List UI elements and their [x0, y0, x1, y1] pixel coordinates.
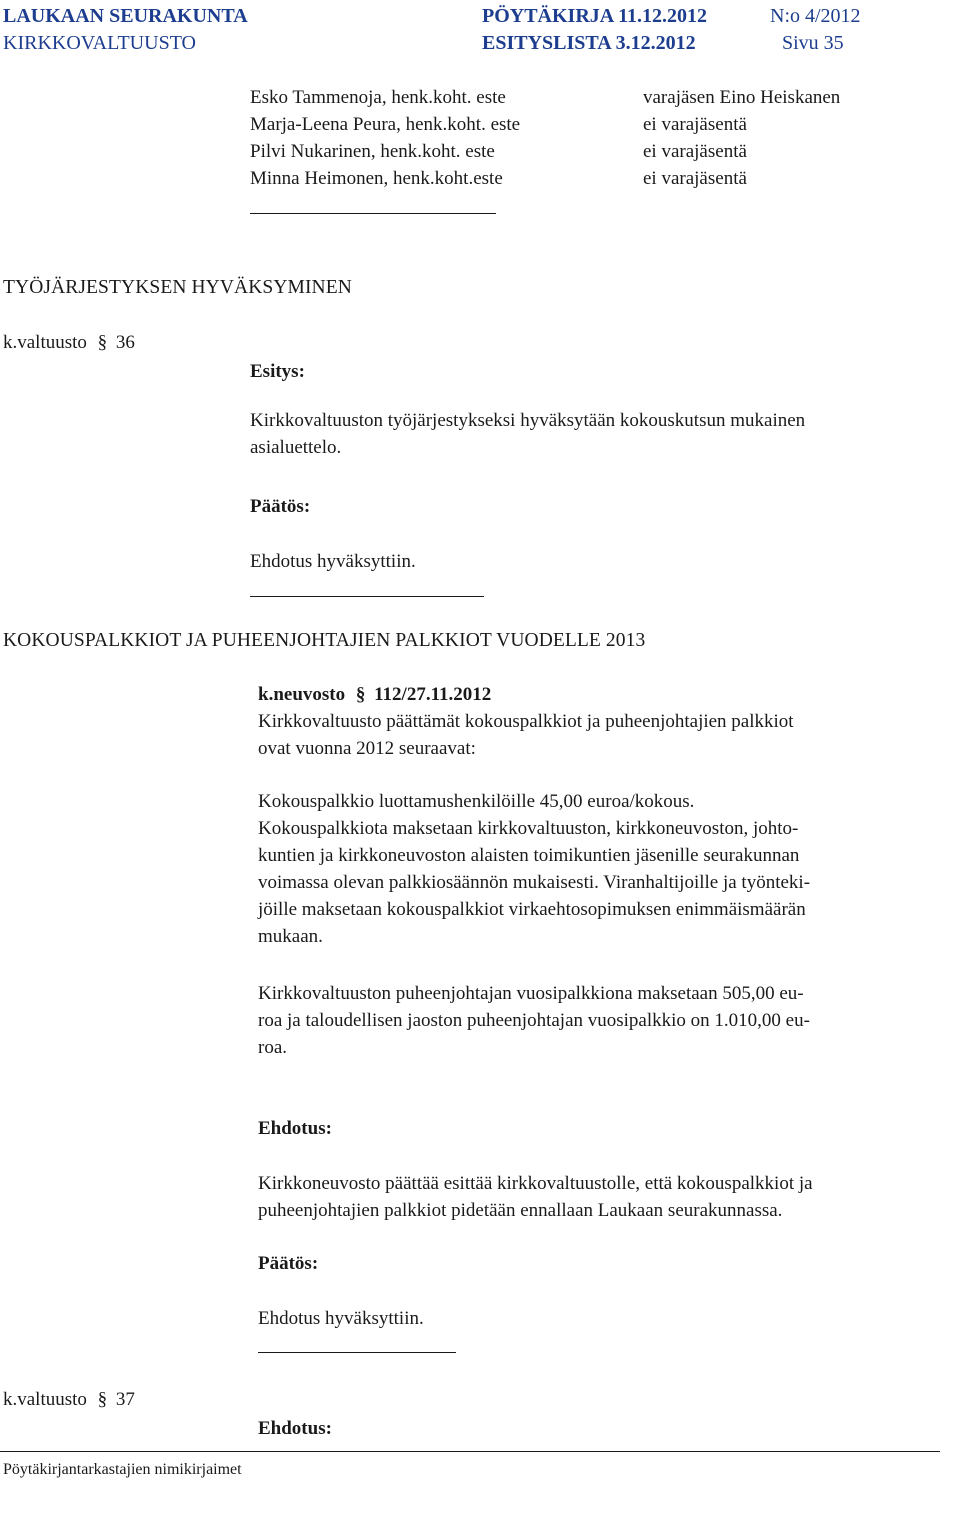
proposal-text: Kirkkoneuvosto päättää esittää kirkkovaltuustolle, että kokouspalkkiot ja puheenjohtajien palkkiot pidetään ennallaan Laukaan seurakunnassa.: [258, 1173, 813, 1221]
absence-substitute: ei varajäsentä: [643, 114, 747, 135]
body-name: KIRKKOVALTUUSTO: [3, 32, 196, 54]
minutes-date: PÖYTÄKIRJA 11.12.2012: [482, 5, 708, 27]
decision-label: Päätös:: [258, 1253, 319, 1274]
footer-rule: [0, 1451, 940, 1452]
absence-substitute: ei varajäsentä: [643, 168, 747, 189]
section-symbol: §: [97, 1389, 108, 1410]
absence-substitute: varajäsen Eino Heiskanen: [643, 87, 841, 108]
section-symbol: §: [355, 684, 366, 705]
section-symbol: §: [97, 332, 108, 353]
section-reference: k.valtuusto § 36: [3, 332, 135, 353]
section-reference: k.valtuusto § 37: [3, 1389, 135, 1410]
decision-text: Ehdotus hyväksyttiin.: [258, 1308, 424, 1329]
fee-text: Kokouspalkkio luottamushenkilöille 45,00 euroa/kokous. Kokouspalkkiota maksetaan kirkkovaltuuston, kirkkoneuvoston, johto- kuntien ja kirkkoneuvoston alaisten toimikuntien jäsenille seurakunnan voimassa olevan palkkiosäännön mukaisesti. Viranhaltijoille ja työnteki- jöille maksetaan kokouspalkkiot virkaehtosopimuksen enimmäismäärän mukaan.: [258, 791, 811, 947]
separator-line: [250, 596, 484, 597]
absence-name: Minna Heimonen, henk.koht.este: [250, 168, 503, 189]
chair-fee-text: Kirkkovaltuuston puheenjohtajan vuosipalkkiona maksetaan 505,00 eu- roa ja taloudellisen jaoston puheenjohtajan vuosipalkkio on 1.010,00 eu- roa.: [258, 983, 810, 1058]
organization-name: LAUKAAN SEURAKUNTA: [3, 5, 248, 27]
section-title: TYÖJÄRJESTYKSEN HYVÄKSYMINEN: [3, 277, 352, 298]
separator-line: [258, 1352, 456, 1353]
proposal-text: Kirkkovaltuuston työjärjestykseksi hyväksytään kokouskutsun mukainen asialuettelo.: [250, 410, 806, 458]
absence-name: Esko Tammenoja, henk.koht. este: [250, 87, 506, 108]
proposal-label: Ehdotus:: [258, 1418, 332, 1439]
proposal-label: Esitys:: [250, 361, 305, 382]
separator-line: [250, 213, 496, 214]
decision-label: Päätös:: [250, 496, 311, 517]
signatures-label: Pöytäkirjantarkastajien nimikirjaimet: [3, 1461, 242, 1478]
absence-name: Pilvi Nukarinen, henk.koht. este: [250, 141, 495, 162]
agenda-date: ESITYSLISTA 3.12.2012: [482, 32, 696, 54]
absence-substitute: ei varajäsentä: [643, 141, 747, 162]
absence-name: Marja-Leena Peura, henk.koht. este: [250, 114, 521, 135]
proposal-label: Ehdotus:: [258, 1118, 332, 1139]
decision-text: Ehdotus hyväksyttiin.: [250, 551, 416, 572]
section-title: KOKOUSPALKKIOT JA PUHEENJOHTAJIEN PALKKIOT VUODELLE 2013: [3, 630, 646, 651]
board-reference: k.neuvosto § 112/27.11.2012: [258, 684, 492, 705]
intro-text: Kirkkovaltuusto päättämät kokouspalkkiot ja puheenjohtajien palkkiot ovat vuonna 2012 seuraavat:: [258, 711, 794, 759]
document-number: N:o 4/2012: [770, 5, 861, 27]
page-number: Sivu 35: [782, 32, 844, 54]
